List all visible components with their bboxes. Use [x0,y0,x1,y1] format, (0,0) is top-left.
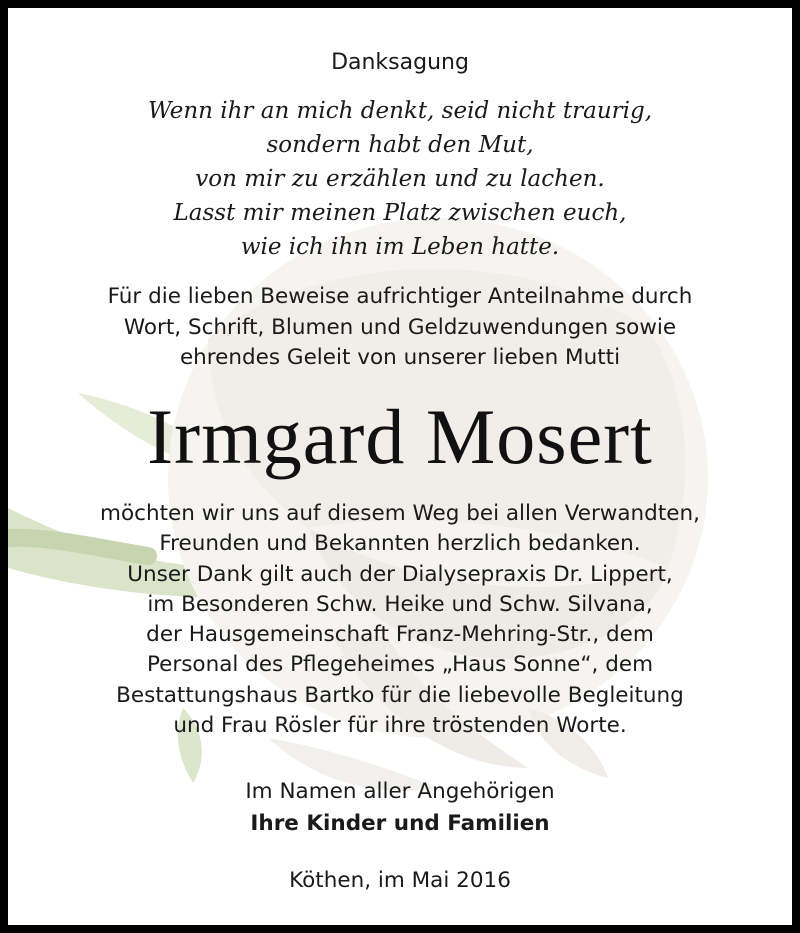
thanks-line: der Hausgemeinschaft Franz-Mehring-Str., dem [146,622,654,648]
intro-line: Für die lieben Beweise aufrichtiger Anteilnahme durch [107,284,693,309]
poem [8,94,792,264]
poem-line: Wenn ihr an mich denkt, seid nicht traurig, [147,98,653,124]
thanks-line: Unser Dank gilt auch der Dialysepraxis Dr. Lippert, [127,561,673,587]
closing-block [8,776,792,840]
thanks-line: Bestattungshaus Bartko für die liebevolle Begleitung [116,682,684,708]
place-date: Köthen, im Mai 2016 [289,868,511,893]
poem-line: Lasst mir meinen Platz zwischen euch, [173,200,627,226]
closing-line: Im Namen aller Angehörigen [245,779,555,804]
poem-line: von mir zu erzählen und zu lachen. [195,166,605,192]
signature: Ihre Kinder und Familien [250,811,550,836]
poem-line: wie ich ihn im Leben hatte. [240,234,560,260]
intro-line: Wort, Schrift, Blumen und Geldzuwendungen sowie [123,314,677,340]
thanks-line: Freunden und Bekannten herzlich bedanken. [159,531,641,557]
poem-line: sondern habt den Mut, [266,132,534,158]
thanks-line: im Besonderen Schw. Heike und Schw. Silvana, [147,591,653,617]
thanks-line: Personal des Pflegeheimes „Haus Sonne“, dem [146,652,654,678]
intro-line: ehrendes Geleit von unserer lieben Mutti [179,345,621,370]
thanks-line: möchten wir uns auf diesem Weg bei allen Verwandten, [100,501,700,526]
intro-paragraph [8,282,792,374]
deceased-name: Irmgard Mosert [147,393,653,480]
notice-heading: Danksagung [331,50,469,75]
thanks-line: und Frau Rösler für ihre tröstenden Worte. [173,713,627,739]
thanks-paragraph [8,499,792,741]
